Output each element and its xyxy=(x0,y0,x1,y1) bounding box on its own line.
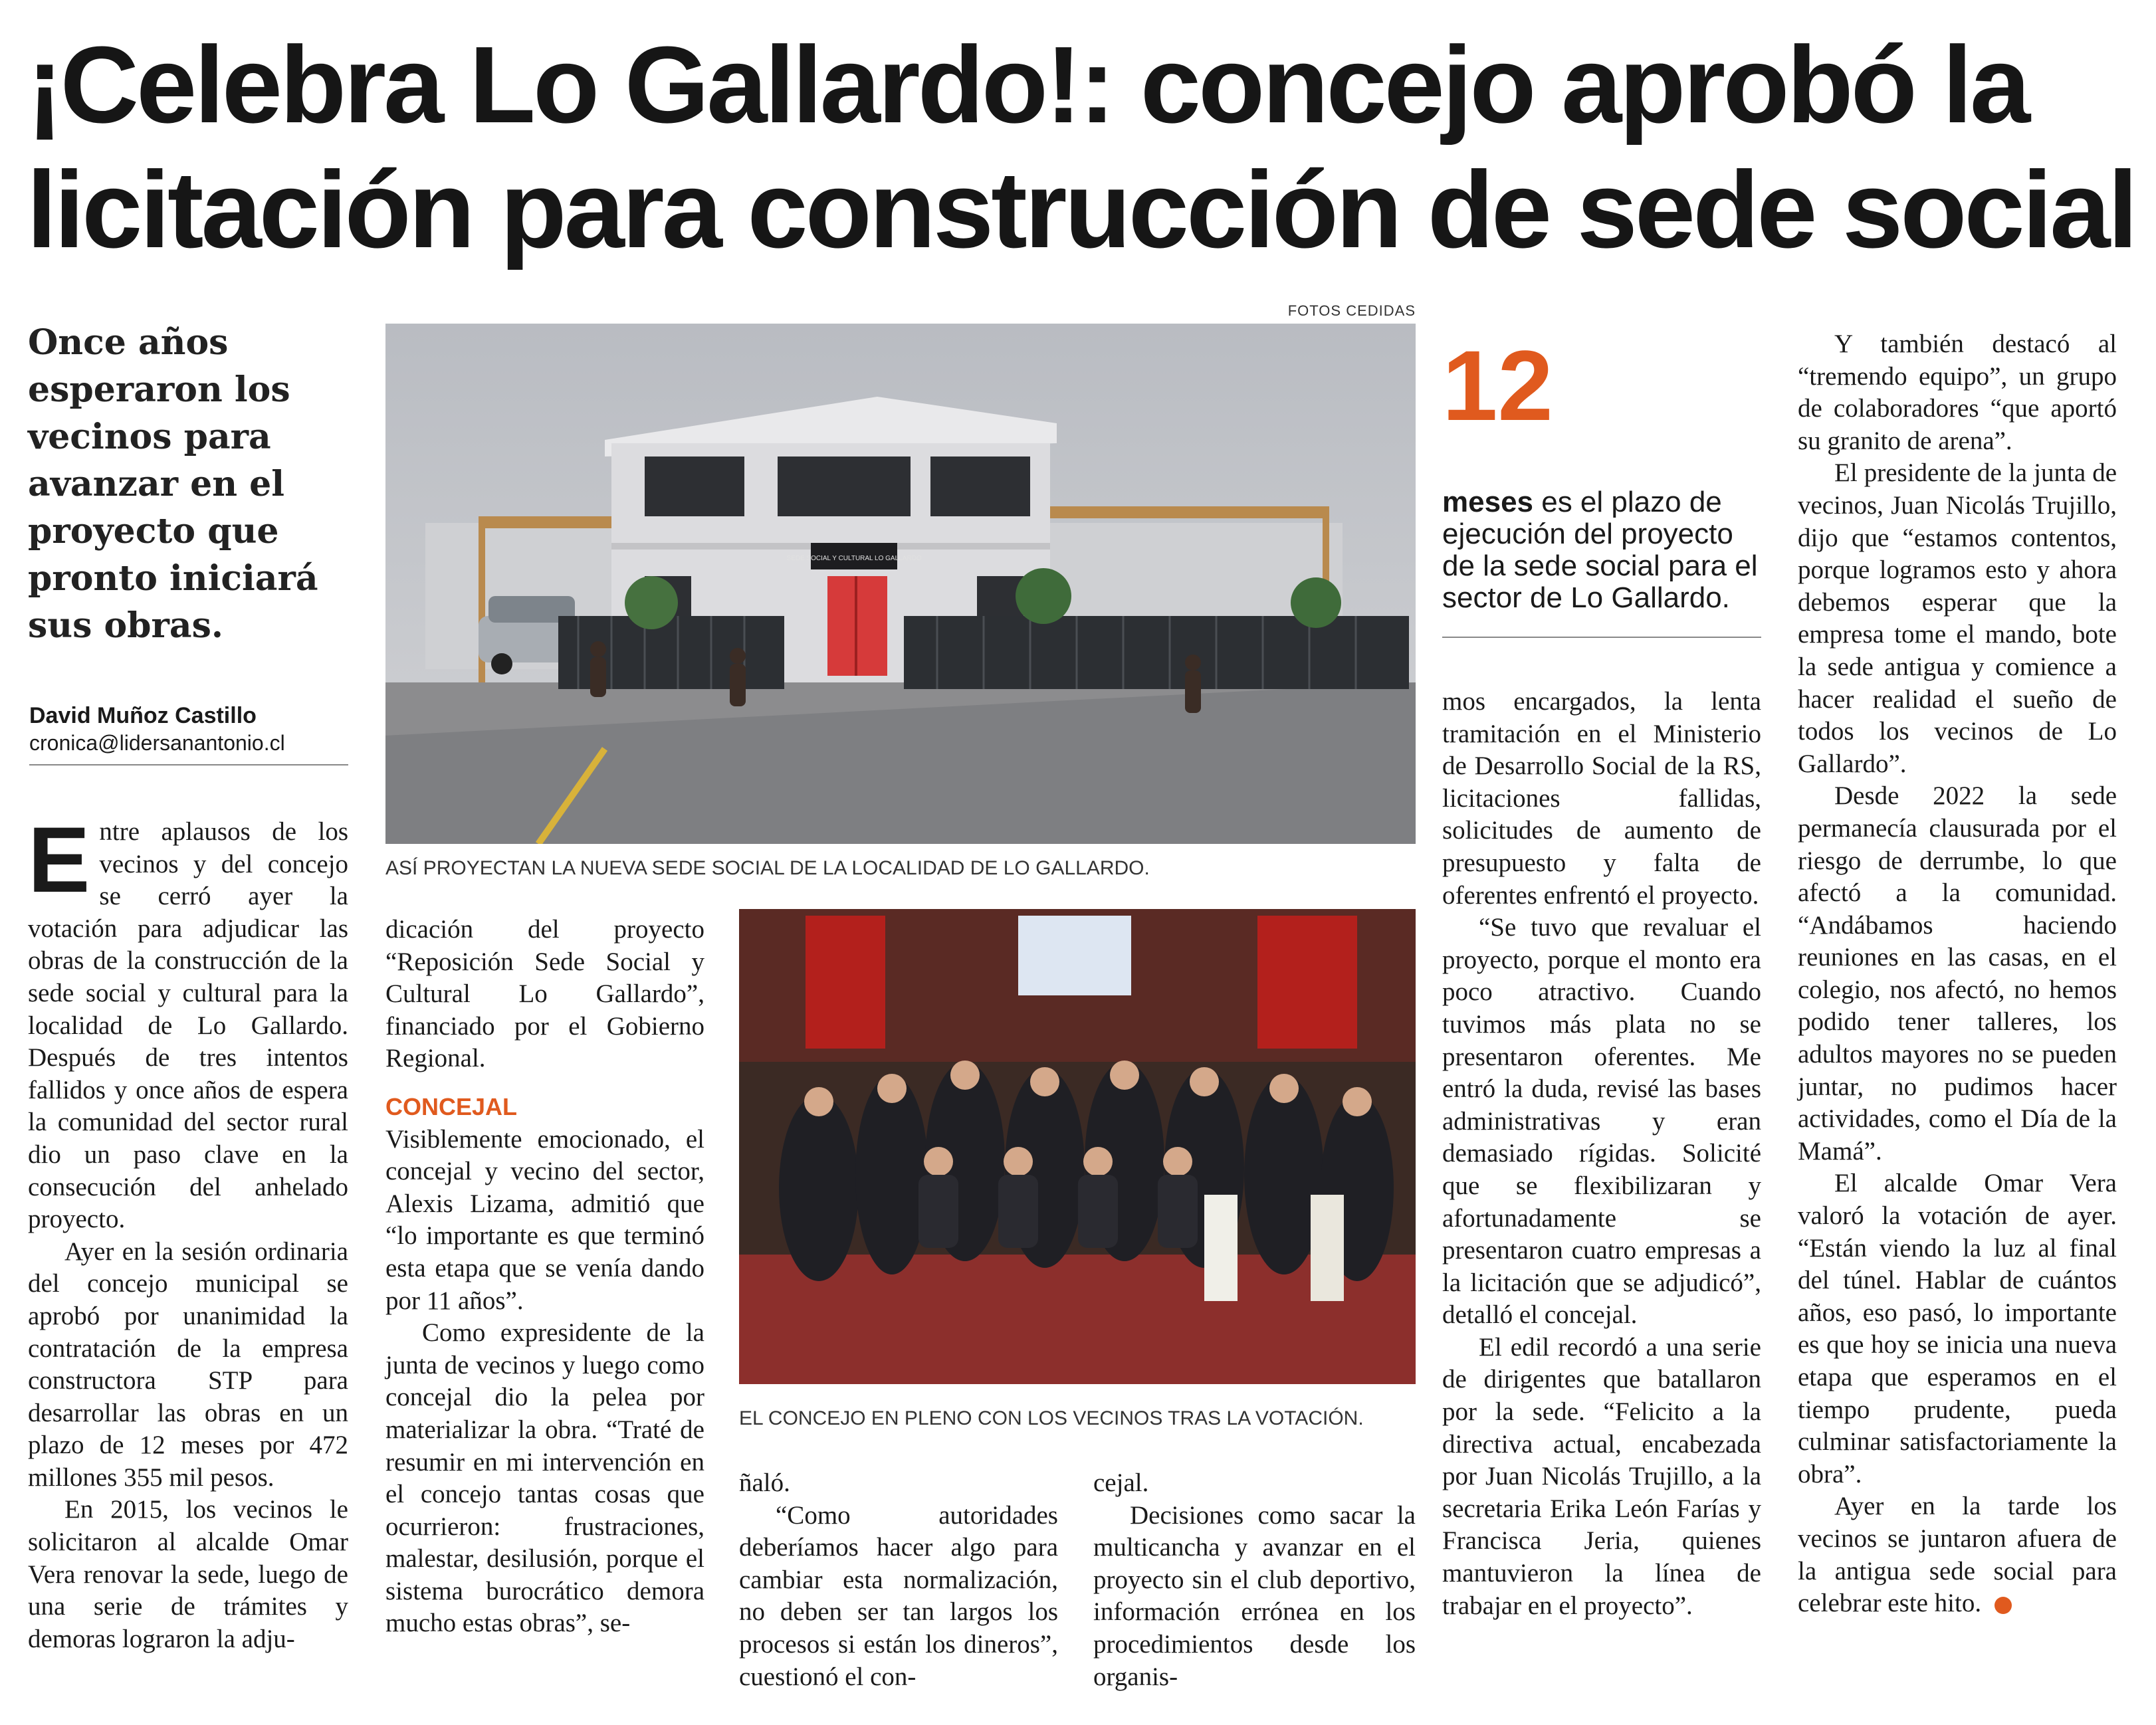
article-column-4 xyxy=(1093,1467,1416,1693)
subhead-concejal: CONCEJAL xyxy=(385,1092,518,1120)
col6-paragraph-5-text: Ayer en la tarde los vecinos se juntaron afuera de la antigua sede social para celebrar este hito. xyxy=(1798,1492,2117,1618)
col5-paragraph-1: mos encargados, la lenta tramitación en el Ministerio de Desarrollo Social de la RS, licitaciones fallidas, solicitudes de aumento de presupuesto y falta de oferentes enfrentó el proyecto. xyxy=(1442,687,1761,910)
col2-paragraph-1: dicación del proyecto “Reposición Sede Social y Cultural Lo Gallardo”, financiado por el Gobierno Regional. xyxy=(385,915,704,1073)
group-photo xyxy=(739,909,1416,1384)
col1-paragraph-2: Ayer en la sesión ordinaria del concejo municipal se aprobó por unanimidad la contratación de la empresa constructora STP para desarrollar las obras en un plazo de 12 meses por 472 millones 355 mil pesos. xyxy=(28,1237,348,1492)
building-sign: SEDE SOCIAL Y CULTURAL LO GALLARDO xyxy=(786,555,922,562)
byline-email[interactable]: cronica@lidersanantonio.cl xyxy=(29,731,285,755)
col3-paragraph-1: ñaló. xyxy=(739,1469,790,1497)
col6-paragraph-4: El alcalde Omar Vera valoró la votación de ayer. “Están viendo la luz al final del túnel. Hablar de cuántos años, eso pasó, lo importante es que hoy se inicia una nueva etapa que esperamos en el tiempo prudente, pueda culminar satisfactoriamente la obra”. xyxy=(1798,1169,2117,1488)
col6-paragraph-1: Y también destacó al “tremendo equipo”, un grupo de colaboradores “que aportó su granito de arena”. xyxy=(1798,330,2117,455)
stat-number: 12 xyxy=(1442,330,1553,441)
article-column-3 xyxy=(739,1467,1058,1693)
stat-text-bold: meses xyxy=(1442,486,1534,518)
col1-paragraph-1 xyxy=(28,807,348,1236)
col3-paragraph-2: “Como autoridades deberíamos hacer algo para cambiar esta normalización, no deben ser tan largos los procesos si están los dineros”, cuestionó el con- xyxy=(739,1500,1058,1691)
col4-paragraph-1: cejal. xyxy=(1093,1469,1149,1497)
col4-paragraph-2: Decisiones como sacar la multicancha y avanzar en el proyecto sin el club deportivo, información errónea en los procedimientos desde los organis- xyxy=(1093,1500,1416,1691)
col1-paragraph-1-text: ntre aplausos de los vecinos y del concejo se cerró ayer la votación para adjudicar las obras de la construcción de la sede social y cultural para la localidad de Lo Gallardo. Después de tres intentos fallidos y once años de espera la comunidad del sector rural dio un paso clave en la consecución del anhelado proyecto. xyxy=(28,817,348,1234)
col1-paragraph-3: En 2015, los vecinos le solicitaron al alcalde Omar Vera renovar la sede, luego de una serie de trámites y demoras lograron la adju- xyxy=(28,1495,348,1653)
article-column-5 xyxy=(1442,686,1761,1622)
headline: ¡Celebra Lo Gallardo!: concejo aprobó la licitación para construcción de sede social xyxy=(27,24,2135,270)
col2-paragraph-3: Como expresidente de la junta de vecinos y luego como concejal dio la pelea por materializar la obra. “Traté de resumir en mi intervención en el concejo tantas cosas que ocurrieron: frustraciones, malestar, desilusión, porque el sistema burocrático demora mucho estas obras”, se- xyxy=(385,1318,704,1638)
article-column-2 xyxy=(385,914,704,1640)
building-photo xyxy=(385,324,1416,844)
article-column-6 xyxy=(1798,328,2117,1620)
byline-author: David Muñoz Castillo xyxy=(29,703,257,728)
article-column-1 xyxy=(28,807,348,1655)
byline-rule xyxy=(29,764,348,765)
stat-text-rest: es el plazo de ejecución del proyecto de la sede social para el sector de Lo Gallardo. xyxy=(1442,486,1758,614)
drop-cap: E xyxy=(28,807,90,912)
stat-text xyxy=(1442,486,1761,614)
building-photo-caption: ASÍ PROYECTAN LA NUEVA SEDE SOCIAL DE LA LOCALIDAD DE LO GALLARDO. xyxy=(385,857,1150,879)
col5-paragraph-2: “Se tuvo que revaluar el proyecto, porque el monto era poco atractivo. Cuando tuvimos más plata no se presentaron oferentes. Me entró la duda, revisé las bases administrativas y eran demasiado rígidas. Solicité que se flexibilizaran y afortunadamente se presentaron cuatro empresas a la licitación que se adjudicó”, detalló el concejal. xyxy=(1442,913,1761,1330)
col6-paragraph-5 xyxy=(1798,1490,2117,1619)
end-of-article-star-icon: ✪ xyxy=(1994,1597,2012,1614)
stat-rule xyxy=(1442,637,1761,638)
col6-paragraph-3: Desde 2022 la sede permanecía clausurada por el riesgo de derrumbe, lo que afectó a la comunidad. “Andábamos haciendo reuniones en las casas, en el colegio, nos afectó, no hemos podido tener talleres, los adultos mayores no se pueden juntar, no pudimos hacer actividades, como el Día de la Mamá”. xyxy=(1798,781,2117,1166)
col6-paragraph-2: El presidente de la junta de vecinos, Juan Nicolás Trujillo, dijo que “estamos contentos, porque logramos esto y ahora debemos esperar que la empresa tome el mando, bote la sede antigua y comience a hacer realidad el sueño de todos los vecinos de Lo Gallardo”. xyxy=(1798,458,2117,778)
lead-text: Once años esperaron los vecinos para avanzar en el proyecto que pronto iniciará sus obras. xyxy=(28,322,318,646)
photo-credit: FOTOS CEDIDAS xyxy=(1287,302,1416,319)
col5-paragraph-3: El edil recordó a una serie de dirigentes que batallaron por la sede. “Felicito a la directiva actual, encabezada por Juan Nicolás Trujillo, a la secretaria Erika León Farías y Francisca Jeria, quienes mantuvieron la línea de trabajar en el proyecto”. xyxy=(1442,1332,1761,1620)
group-photo-caption: EL CONCEJO EN PLENO CON LOS VECINOS TRAS LA VOTACIÓN. xyxy=(739,1407,1364,1429)
col2-paragraph-2: Visiblemente emocionado, el concejal y vecino del sector, Alexis Lizama, admitió que “lo importante es que terminó esta etapa que se venía dando por 11 años”. xyxy=(385,1124,704,1315)
